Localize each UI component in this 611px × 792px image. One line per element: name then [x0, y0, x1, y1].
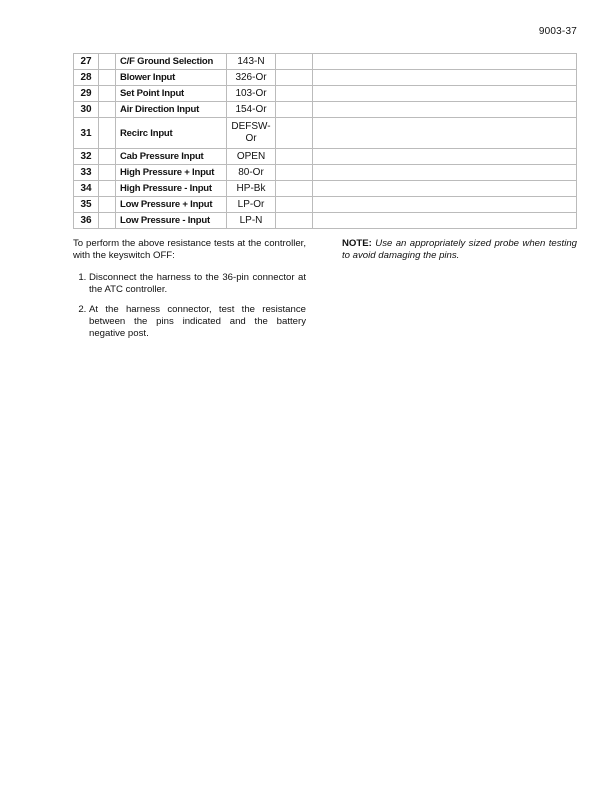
blank-cell	[276, 70, 313, 86]
note	[342, 238, 577, 262]
blank-cell	[313, 86, 577, 102]
blank-cell	[313, 118, 577, 149]
blank-cell	[313, 102, 577, 118]
blank-cell	[313, 197, 577, 213]
blank-cell	[99, 165, 116, 181]
description-cell: Cab Pressure Input	[116, 149, 227, 165]
blank-cell	[99, 118, 116, 149]
wire-cell: 154-Or	[227, 102, 276, 118]
wire-cell: OPEN	[227, 149, 276, 165]
pin-number-cell: 29	[74, 86, 99, 102]
blank-cell	[276, 118, 313, 149]
table-row	[74, 102, 577, 118]
pin-number-cell: 27	[74, 54, 99, 70]
blank-cell	[313, 149, 577, 165]
blank-cell	[313, 70, 577, 86]
wire-cell: LP-Or	[227, 197, 276, 213]
blank-cell	[99, 197, 116, 213]
instruction-step: 2. At the harness connector, test the resistance between the pins indicated and the battery negative post.	[89, 304, 306, 340]
table-row	[74, 213, 577, 229]
instructions-steps	[73, 272, 306, 340]
instruction-step: 1. Disconnect the harness to the 36-pin connector at the ATC controller.	[89, 272, 306, 296]
table-row	[74, 86, 577, 102]
description-cell: Blower Input	[116, 70, 227, 86]
wire-cell: HP-Bk	[227, 181, 276, 197]
blank-cell	[276, 181, 313, 197]
wire-cell: 143-N	[227, 54, 276, 70]
blank-cell	[276, 213, 313, 229]
wire-cell: 326-Or	[227, 70, 276, 86]
blank-cell	[99, 102, 116, 118]
blank-cell	[276, 102, 313, 118]
pin-number-cell: 34	[74, 181, 99, 197]
description-cell: High Pressure + Input	[116, 165, 227, 181]
blank-cell	[276, 86, 313, 102]
wire-cell: 103-Or	[227, 86, 276, 102]
pin-number-cell: 30	[74, 102, 99, 118]
description-cell: C/F Ground Selection	[116, 54, 227, 70]
blank-cell	[99, 54, 116, 70]
blank-cell	[276, 54, 313, 70]
note-text: Use an appropriately sized probe when testing to avoid damaging the pins.	[342, 238, 577, 261]
blank-cell	[313, 181, 577, 197]
blank-cell	[276, 197, 313, 213]
blank-cell	[276, 149, 313, 165]
blank-cell	[99, 149, 116, 165]
blank-cell	[99, 70, 116, 86]
table-row	[74, 54, 577, 70]
pin-number-cell: 35	[74, 197, 99, 213]
table-body	[74, 54, 577, 229]
pin-number-cell: 36	[74, 213, 99, 229]
description-cell: Set Point Input	[116, 86, 227, 102]
wire-cell: LP-N	[227, 213, 276, 229]
wire-cell: DEFSW-Or	[227, 118, 276, 149]
table-row	[74, 181, 577, 197]
blank-cell	[276, 165, 313, 181]
description-cell: Air Direction Input	[116, 102, 227, 118]
instructions	[73, 238, 306, 348]
description-cell: High Pressure - Input	[116, 181, 227, 197]
blank-cell	[313, 54, 577, 70]
table-row	[74, 197, 577, 213]
description-cell: Low Pressure - Input	[116, 213, 227, 229]
page-number: 9003-37	[538, 26, 577, 37]
table-row	[74, 118, 577, 149]
table-row	[74, 149, 577, 165]
table-row	[74, 70, 577, 86]
instructions-intro: To perform the above resistance tests at the controller, with the keyswitch OFF:	[73, 238, 306, 261]
pin-number-cell: 32	[74, 149, 99, 165]
pin-number-cell: 33	[74, 165, 99, 181]
note-label: NOTE:	[342, 238, 372, 249]
blank-cell	[99, 86, 116, 102]
pin-resistance-table	[73, 53, 577, 229]
description-cell: Low Pressure + Input	[116, 197, 227, 213]
blank-cell	[99, 213, 116, 229]
wire-cell: 80-Or	[227, 165, 276, 181]
blank-cell	[313, 165, 577, 181]
pin-number-cell: 28	[74, 70, 99, 86]
description-cell: Recirc Input	[116, 118, 227, 149]
blank-cell	[313, 213, 577, 229]
table-row	[74, 165, 577, 181]
blank-cell	[99, 181, 116, 197]
pin-number-cell: 31	[74, 118, 99, 149]
